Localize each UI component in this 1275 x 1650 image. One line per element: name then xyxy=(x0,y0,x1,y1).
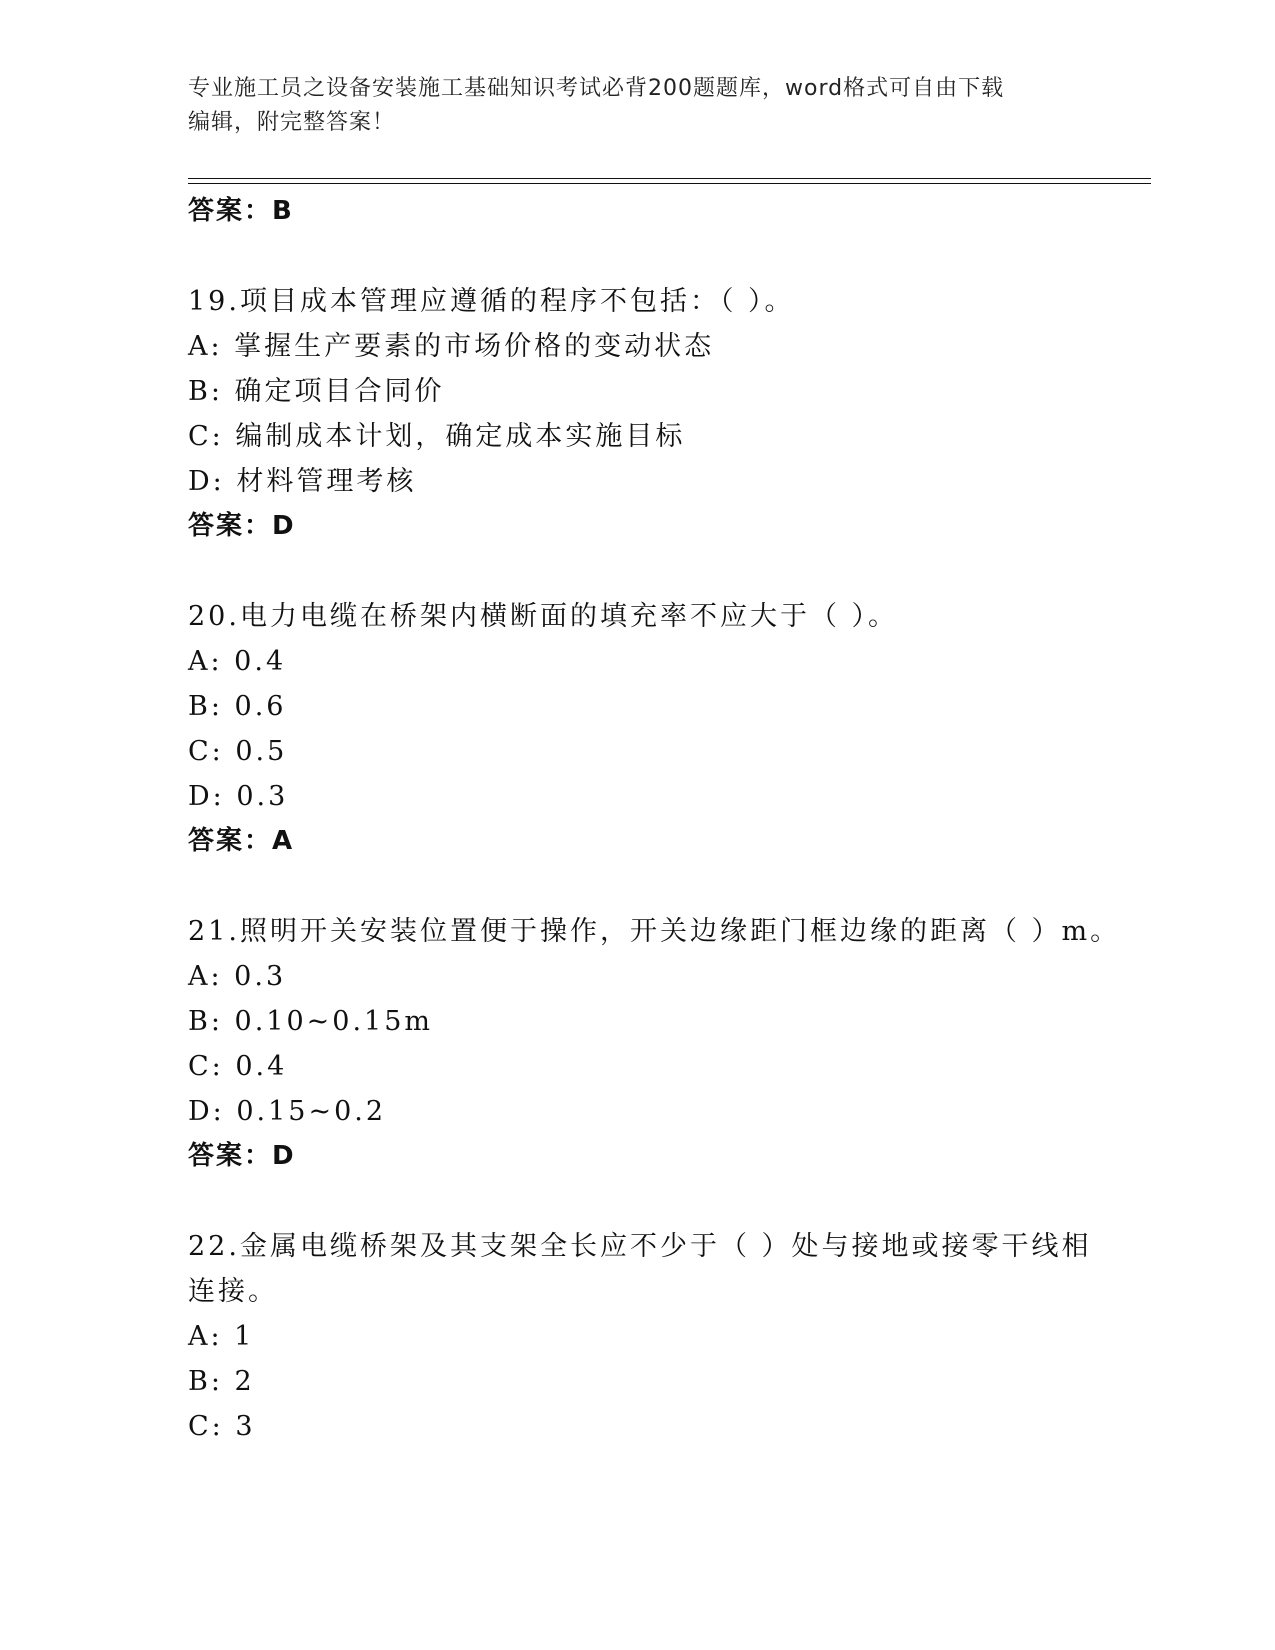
question-block xyxy=(188,909,1121,1179)
previous-answer-block xyxy=(188,189,1088,234)
option-b: B: 0.6 xyxy=(188,691,287,722)
header-divider xyxy=(188,178,1151,179)
question-stem-continued: 连接。 xyxy=(188,1276,278,1307)
question-list xyxy=(188,189,1121,1449)
header-divider xyxy=(188,183,1151,184)
document-header xyxy=(188,72,1088,140)
option-d: D: 材料管理考核 xyxy=(188,466,417,497)
answer-line: 答案：D xyxy=(188,511,296,541)
answer-line: 答案：D xyxy=(188,1141,296,1171)
header-line: 编辑，附完整答案！ xyxy=(188,110,396,135)
option-a: A: 1 xyxy=(188,1321,255,1352)
option-c: C: 编制成本计划，确定成本实施目标 xyxy=(188,421,686,452)
option-b: B: 确定项目合同价 xyxy=(188,376,445,407)
question-block xyxy=(188,1224,1092,1449)
question-block xyxy=(188,279,1088,549)
option-d: D: 0.3 xyxy=(188,781,289,812)
question-stem: 21.照明开关安装位置便于操作，开关边缘距门框边缘的距离（ ）m。 xyxy=(188,916,1121,947)
option-c: C: 3 xyxy=(188,1411,256,1442)
question-block xyxy=(188,594,1088,864)
header-line: 专业施工员之设备安装施工基础知识考试必背200题题库，word格式可自由下载 xyxy=(188,76,1005,101)
option-a: A: 掌握生产要素的市场价格的变动状态 xyxy=(188,331,715,362)
option-c: C: 0.5 xyxy=(188,736,288,767)
question-stem: 22.金属电缆桥架及其支架全长应不少于（ ）处与接地或接零干线相 xyxy=(188,1231,1092,1262)
question-stem: 19.项目成本管理应遵循的程序不包括：（ ）。 xyxy=(188,286,795,317)
question-stem: 20.电力电缆在桥架内横断面的填充率不应大于（ ）。 xyxy=(188,601,899,632)
option-b: B: 0.10~0.15m xyxy=(188,1006,433,1037)
answer-line: 答案：A xyxy=(188,826,295,856)
option-b: B: 2 xyxy=(188,1366,255,1397)
option-a: A: 0.4 xyxy=(188,646,287,677)
option-d: D: 0.15~0.2 xyxy=(188,1096,387,1127)
answer-line: 答案：B xyxy=(188,196,294,226)
option-c: C: 0.4 xyxy=(188,1051,288,1082)
option-a: A: 0.3 xyxy=(188,961,287,992)
